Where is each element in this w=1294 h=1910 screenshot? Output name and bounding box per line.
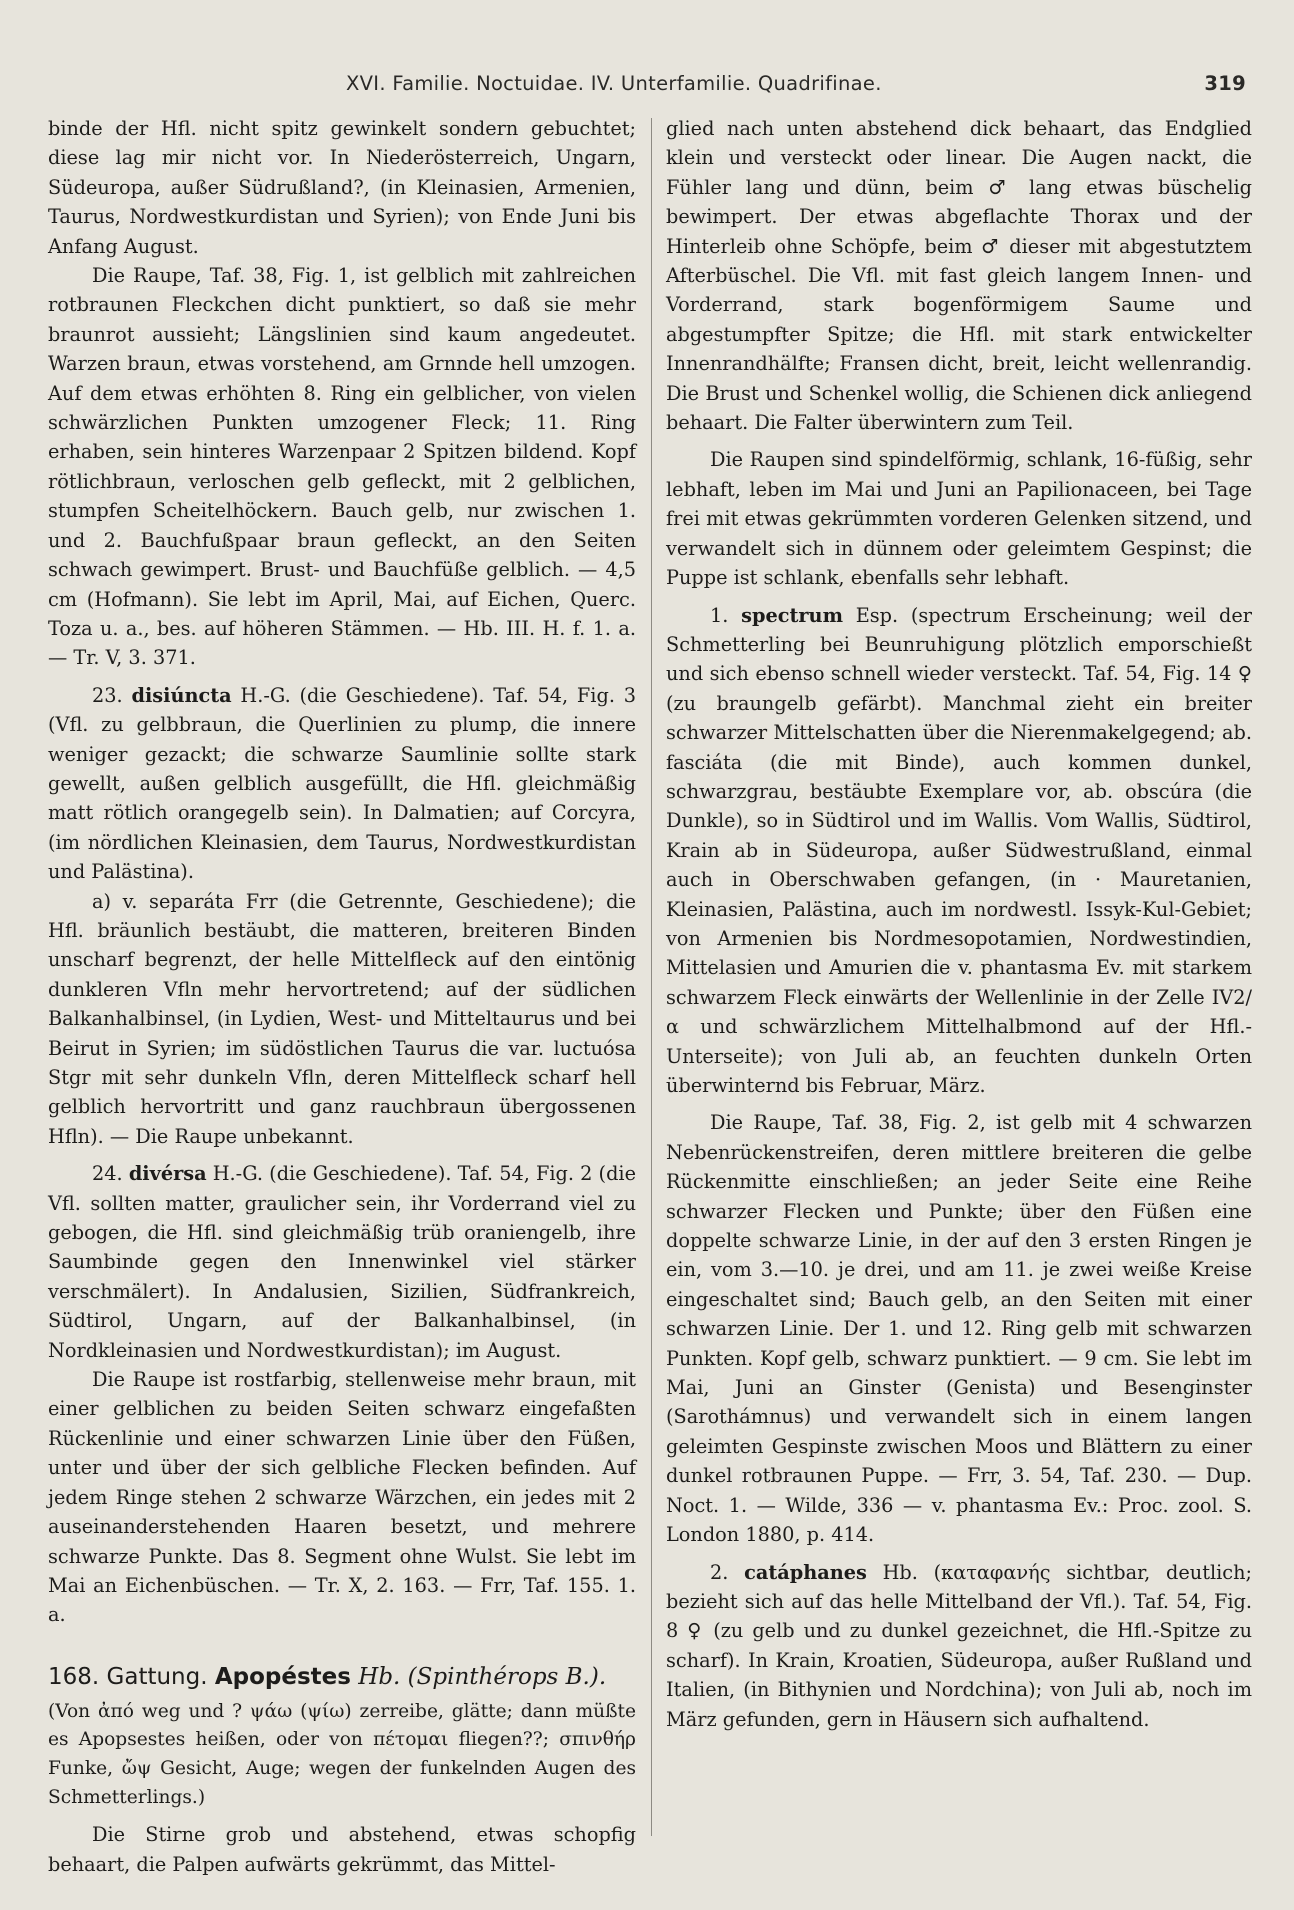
larva-description: Die Raupe, Taf. 38, Fig. 2, ist gelb mit 4 schwarzen Nebenrückenstreifen, deren mittlere breiteren die gelbe Rückenmitte einschließen; an jeder Seite eine Reihe schwarzer Flecken und Punkte; über den Füßen eine doppelte schwarze Linie, in der auf den 3 ersten Ringen je ein, vom 3.—10. je drei, und am 11. je zwei weiße Kreise eingeschaltet sind; Bauch gelb, an den Seiten mit einer schwarzen Linie. Der 1. und 12. Ring gelb mit schwarzen Punkten. Kopf gelb, schwarz punktiert. — 9 cm. Sie lebt im Mai, Juni an Ginster (Genista) und Besenginster (Sarothámnus) und verwandelt sich in einem langen geleimten Gespinste zwischen Moos und Blättern zu einer dunkel rotbraunen Puppe. — Frr, 3. 54, Taf. 230. — Dup. Noct. 1. — Wilde, 336 — v. phantasma Ev.: Proc. zool. S. London 1880, p. 414.: [666, 1111, 1252, 1547]
genus-number: 168. Gattung.: [48, 1663, 208, 1690]
species-text: H.-G. (die Geschiedene). Taf. 54, Fig. 3 (Vfl. zu gelbbraun, die Querlinien zu plump, die innere weniger gezackt; die schwarze Saumlinie sollte stark gewellt, außen gelblich ausgefüllt, die Hfl. gleichmäßig matt rötlich orangegelb sein). In Dalmatien; auf Corcyra, (im nördlichen Kleinasien, dem Taurus, Nordwestkurdistan und Palästina).: [48, 683, 636, 884]
right-column: [666, 114, 1252, 1734]
genus-author: Hb. (Spinthérops B.).: [358, 1663, 607, 1690]
species-entry-23: [48, 681, 636, 887]
page-number: 319: [1204, 72, 1246, 95]
species-name: catáphanes: [744, 1560, 867, 1584]
species-number: 2.: [710, 1560, 729, 1584]
species-number: 24.: [92, 1162, 123, 1186]
genus-description-cont: glied nach unten abstehend dick behaart, das Endglied klein und versteckt oder linear. Die Augen nackt, die Fühler lang und dünn, beim ♂ lang etwas büschelig bewimpert. Der etwas abgeflachte Thorax und der Hinterleib ohne Schöpfe, beim ♂ dieser mit abgestutztem Afterbüschel. Die Vfl. mit fast gleich langem Innen- und Vorderrand, stark bogenförmigem Saume und abgestumpfter Spitze; die Hfl. mit stark entwickelter Innenrandhälfte; Fransen dicht, breit, leicht wellenrandig. Die Brust und Schenkel wollig, die Schienen dick anliegend behaart. Die Falter überwintern zum Teil.: [666, 117, 1252, 435]
species-text: Hb. (καταφανής sichtbar, deutlich; bezieht sich auf das helle Mittelband der Vfl.). Taf. 54, Fig. 8 ♀ (zu gelb und zu dunkel gezeichnet, die Hfl.-Spitze zu scharf). In Krain, Kroatien, Südeuropa, außer Rußland und Italien, (in Bithynien und Nordchina); von Juli ab, noch im März gefunden, gern in Häusern sich aufhaltend.: [666, 1560, 1252, 1731]
larva-description: Die Raupe, Taf. 38, Fig. 1, ist gelblich mit zahlreichen rotbraunen Fleckchen dicht punktiert, so daß sie mehr braunrot aussieht; Längslinien sind kaum angedeutet. Warzen braun, etwas vorstehend, am Grnnde hell umzogen. Auf dem etwas erhöhten 8. Ring ein gelblicher, von vielen schwärzlichen Punkten umzogener Fleck; 11. Ring erhaben, sein hinteres Warzenpaar 2 Spitzen bildend. Kopf rötlichbraun, verloschen gelb gefleckt, mit 2 gelblichen, stumpfen Scheitelhöckern. Bauch gelb, nur zwischen 1. und 2. Bauchfußpaar braun gefleckt, an den Seiten schwach gewimpert. Brust- und Bauchfüße gelblich. — 4,5 cm (Hofmann). Sie lebt im April, Mai, auf Eichen, Querc. Toza u. a., bes. auf höheren Stämmen. — Hb. III. H. f. 1. a. — Tr. V, 3. 371.: [48, 264, 636, 670]
species-text: Esp. (spectrum Erscheinung; weil der Schmetterling bei Beunruhigung plötzlich emporschießt und sich ebenso schnell wieder versteckt. Taf. 54, Fig. 14 ♀ (zu braungelb gefärbt). Manchmal zieht ein breiter schwarzer Mittelschatten über die Nierenmakelgegend; ab. fasciáta (die mit Binde), auch kommen dunkel, schwarzgrau, bestäubte Exemplare vor, ab. obscúra (die Dunkle), so in Südtirol und im Wallis. Vom Wallis, Südtirol, Krain ab in Südeuropa, außer Südwestrußland, einmal auch in Oberschwaben gefangen, (in · Mauretanien, Kleinasien, Palästina, auch im nordwestl. Issyk-Kul-Gebiet; von Armenien bis Nordmesopotamien, Nordwestindien, Mittelasien und Amurien die v. phantasma Ev. mit starkem schwarzem Fleck einwärts der Wellenlinie in der Zelle IV2/α und schwärzlichem Mittelhalbmond auf der Hfl.-Unterseite); von Juli ab, an feuchten dunkeln Orten überwinternd bis Februar, März.: [666, 603, 1252, 1097]
species-name: disiúncta: [131, 683, 232, 707]
variety-entry: a) v. separáta Frr (die Getrennte, Geschiedene); die Hfl. bräunlich bestäubt, die matteren, breiteren Binden unscharf begrenzt, der helle Mittelfleck auf den eintönig dunkleren Vfln mehr hervortretend; auf der südlichen Balkanhalbinsel, (in Lydien, West- und Mitteltaurus und bei Beirut in Syrien; im südöstlichen Taurus die var. luctuósa Stgr mit sehr dunkeln Vfln, deren Mittelfleck scharf hell gelblich hervortritt und ganz rauchbraun übergossenen Hfln). — Die Raupe unbekannt.: [48, 889, 636, 1148]
left-column: [48, 114, 636, 1879]
species-number: 1.: [710, 603, 729, 627]
species-entry-1: [666, 601, 1252, 1101]
column-divider: [651, 118, 652, 1836]
species-name: divérsa: [128, 1162, 207, 1186]
running-title: XVI. Familie. Noctuidae. IV. Unterfamilie. Quadrifinae.: [346, 72, 882, 95]
species-name: spectrum: [741, 603, 843, 627]
paragraph: binde der Hfl. nicht spitz gewinkelt sondern gebuchtet; diese lag mir nicht vor. In Niederösterreich, Ungarn, Südeuropa, außer Südrußland?, (in Kleinasien, Armenien, Taurus, Nordwestkurdistan und Syrien); von Ende Juni bis Anfang August.: [48, 117, 636, 258]
running-header: [48, 68, 1246, 102]
genus-description: Die Stirne grob und abstehend, etwas schopfig behaart, die Palpen aufwärts gekrümmt, das Mittel-: [48, 1823, 636, 1876]
species-number: 23.: [92, 683, 123, 707]
larva-description: Die Raupe ist rostfarbig, stellenweise mehr braun, mit einer gelblichen zu beiden Seiten schwarz eingefaßten Rückenlinie und einer schwarzen Linie über den Füßen, unter und über der sich gelbliche Flecken befinden. Auf jedem Ringe stehen 2 schwarze Wärzchen, ein jedes mit 2 auseinanderstehenden Haaren besetzt, und mehrere schwarze Punkte. Das 8. Segment ohne Wulst. Sie lebt im Mai an Eichenbüschen. — Tr. X, 2. 163. — Frr, Taf. 155. 1. a.: [48, 1368, 636, 1627]
etymology-note: (Von ἀπό weg und ? ψάω (ψίω) zerreibe, glätte; dann müßte es Apopsestes heißen, oder von πέτομαι fliegen??; σπινθήρ Funke, ὤψ Gesicht, Auge; wegen der funkelnden Augen des Schmetterlings.): [48, 1700, 636, 1808]
larva-general: Die Raupen sind spindelförmig, schlank, 16-füßig, sehr lebhaft, leben im Mai und Juni an Papilionaceen, bei Tage frei mit etwas gekrümmten vorderen Gelenken sitzend, und verwandelt sich in dünnem oder geleimtem Gespinst; die Puppe ist schlank, ebenfalls sehr lebhaft.: [666, 448, 1252, 590]
species-text: H.-G. (die Geschiedene). Taf. 54, Fig. 2 (die Vfl. sollten matter, graulicher sein, ihr Vorderrand viel zu gebogen, die Hfl. sind gleichmäßig trüb oraniengelb, ihre Saumbinde gegen den Innenwinkel viel stärker verschmälert). In Andalusien, Sizilien, Südfrankreich, Südtirol, Ungarn, auf der Balkanhalbinsel, (in Nordkleinasien und Nordwestkurdistan); im August.: [48, 1162, 636, 1362]
species-entry-24: [48, 1159, 636, 1365]
genus-heading: [48, 1660, 636, 1694]
genus-name: Apopéstes: [214, 1663, 351, 1690]
species-entry-2: [666, 1558, 1252, 1734]
